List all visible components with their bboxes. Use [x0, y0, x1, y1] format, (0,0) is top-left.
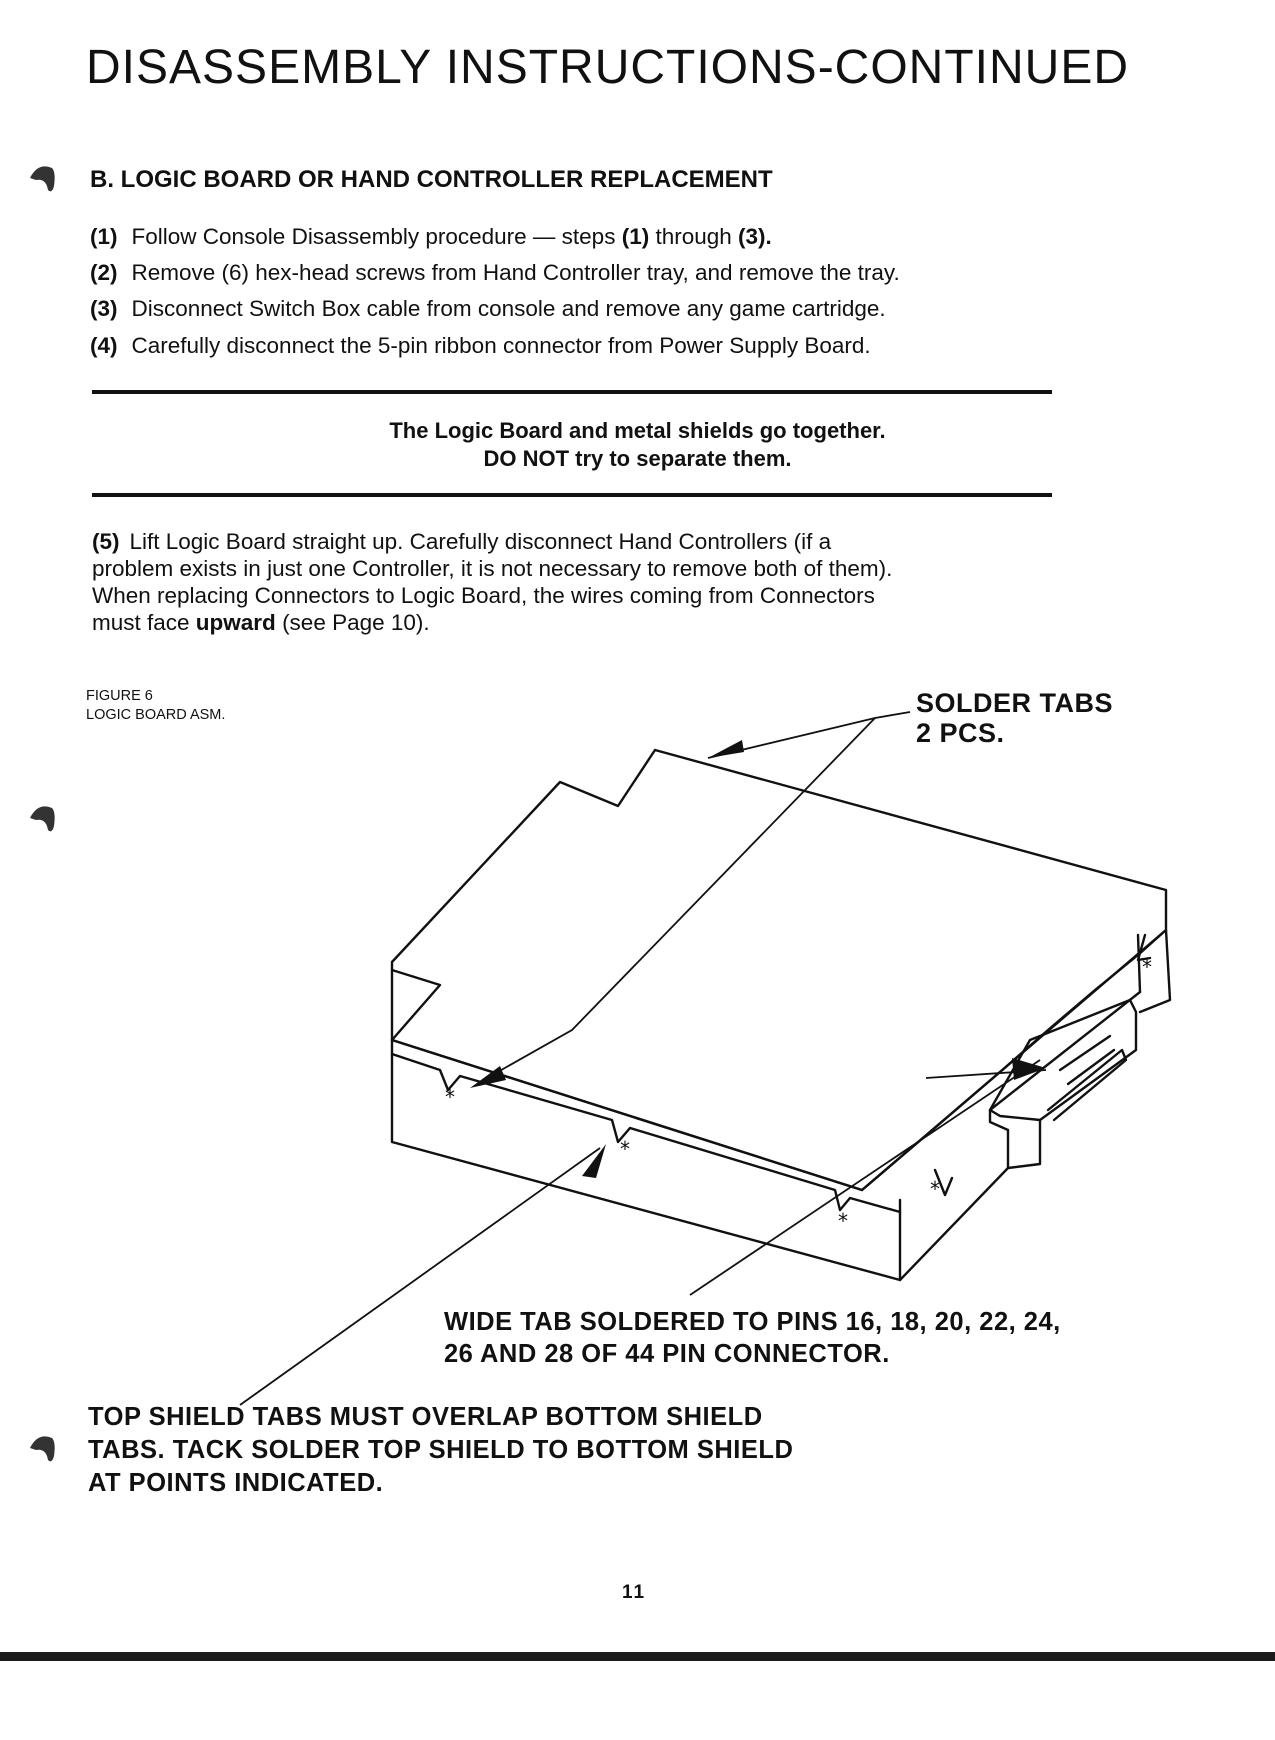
- step-ref-start: (1): [621, 224, 650, 249]
- step-5-line-3: When replacing Connectors to Logic Board, the wires coming from Connectors: [92, 583, 875, 608]
- svg-text:*: *: [838, 1209, 848, 1233]
- step-text: Carefully disconnect the 5-pin ribbon connector from Power Supply Board.: [131, 333, 871, 358]
- svg-text:*: *: [1142, 955, 1152, 979]
- leader-solder-tab-left: [480, 718, 875, 1082]
- step-number: (2): [90, 260, 118, 285]
- callout-wide-tab-line-2: 26 AND 28 OF 44 PIN CONNECTOR.: [444, 1340, 890, 1368]
- step-text: Follow Console Disassembly procedure — steps: [131, 224, 622, 249]
- step-number: (5): [92, 529, 120, 554]
- section-heading: B. LOGIC BOARD OR HAND CONTROLLER REPLACEMENT: [90, 166, 773, 193]
- step-number: (1): [90, 224, 118, 249]
- step-text: Remove (6) hex-head screws from Hand Controller tray, and remove the tray.: [131, 260, 900, 285]
- callout-solder-tabs-line-1: SOLDER TABS: [916, 688, 1114, 718]
- page-number: 11: [622, 1582, 647, 1603]
- callout-shield-line-1: TOP SHIELD TABS MUST OVERLAP BOTTOM SHIELD: [88, 1403, 763, 1431]
- callout-shield-line-2: TABS. TACK SOLDER TOP SHIELD TO BOTTOM SHIELD: [88, 1436, 794, 1464]
- page-bottom-edge: [0, 1652, 1275, 1661]
- step-number: (4): [90, 333, 118, 358]
- svg-text:*: *: [620, 1137, 630, 1161]
- step-5-line-2: problem exists in just one Controller, it is not necessary to remove both of them).: [92, 556, 893, 581]
- page-title: DISASSEMBLY INSTRUCTIONS-CONTINUED: [86, 41, 1130, 94]
- arrowhead: [708, 740, 744, 758]
- svg-text:*: *: [930, 1177, 940, 1201]
- step-5-line-4: must face: [92, 610, 196, 635]
- step-ref-end: (3).: [738, 224, 772, 249]
- callout-wide-tab-line-1: WIDE TAB SOLDERED TO PINS 16, 18, 20, 22, 24,: [444, 1308, 1061, 1336]
- callout-solder-tabs-line-2: 2 PCS.: [916, 718, 1005, 748]
- figure-number: FIGURE 6: [86, 688, 153, 704]
- step-text-mid: through: [649, 224, 739, 249]
- step-5-page-ref: (see Page 10).: [275, 610, 430, 635]
- warning-note-line-1: The Logic Board and metal shields go together.: [389, 418, 886, 443]
- step-5-line-1: Lift Logic Board straight up. Carefully disconnect Hand Controllers (if a: [129, 529, 832, 554]
- leader-wide-tab: [690, 1060, 1040, 1295]
- svg-text:*: *: [445, 1085, 455, 1109]
- warning-note-line-2: DO NOT try to separate them.: [483, 446, 792, 471]
- figure-caption: LOGIC BOARD ASM.: [86, 707, 226, 723]
- callout-shield-line-3: AT POINTS INDICATED.: [88, 1469, 384, 1497]
- step-5-emphasis: upward: [195, 610, 276, 635]
- step-number: (3): [90, 296, 118, 321]
- step-text: Disconnect Switch Box cable from console and remove any game cartridge.: [131, 296, 886, 321]
